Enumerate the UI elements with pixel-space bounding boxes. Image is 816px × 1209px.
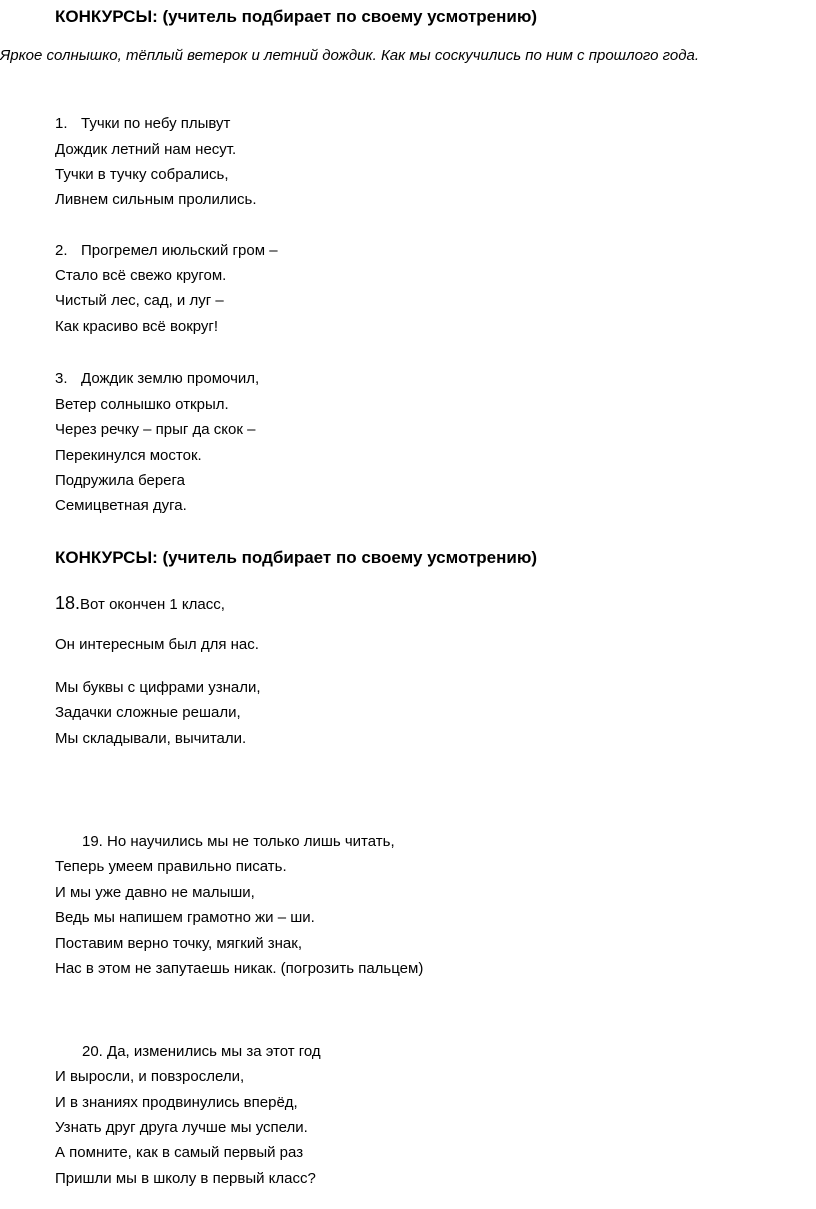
verse-18-line-4: Задачки сложные решали, (55, 704, 241, 721)
riddle-2-number: 2. (55, 242, 68, 259)
riddle-1-number: 1. (55, 115, 68, 132)
riddle-3-line-5: Подружила берега (55, 472, 185, 489)
verse-19-number: 19. (82, 833, 103, 850)
riddle-1-line-3: Тучки в тучку собрались, (55, 166, 229, 183)
verse-19-line-1: 19. Но научились мы не только лишь читать, (82, 833, 395, 850)
verse-18-line-1: 18.Вот окончен 1 класс, (55, 593, 225, 613)
riddle-3-number: 3. (55, 370, 68, 387)
riddle-2-line-4: Как красиво всё вокруг! (55, 318, 219, 335)
verse-18-line-5: Мы складывали, вычитали. (55, 730, 247, 747)
verse-20-line-5: А помните, как в самый первый раз (55, 1144, 304, 1161)
verse-18-number: 18. (55, 593, 81, 613)
riddle-3-line-1: 3. Дождик землю промочил, (55, 370, 260, 387)
riddle-2-line-3: Чистый лес, сад, и луг – (55, 292, 224, 309)
riddle-3-line-2: Ветер солнышко открыл. (55, 396, 229, 413)
verse-20-line-6: Пришли мы в школу в первый класс? (55, 1170, 316, 1187)
verse-19-line-3: И мы уже давно не малыши, (55, 884, 255, 901)
verse-19-line-5: Поставим верно точку, мягкий знак, (55, 935, 302, 952)
verse-19-line-2: Теперь умеем правильно писать. (55, 858, 287, 875)
verse-18-line-3: Мы буквы с цифрами узнали, (55, 679, 261, 696)
verse-20-line-4: Узнать друг друга лучше мы успели. (55, 1119, 308, 1136)
intro-text: Яркое солнышко, тёплый ветерок и летний дождик. Как мы соскучились по ним с прошлого года. (0, 47, 700, 64)
riddle-3-line-6: Семицветная дуга. (55, 497, 187, 514)
riddle-2-line-1: 2. Прогремел июльский гром – (55, 242, 278, 259)
verse-20-line-2: И выросли, и повзрослели, (55, 1068, 245, 1085)
verse-20-number: 20. (82, 1043, 103, 1060)
riddle-3-line-3: Через речку – прыг да скок – (55, 421, 256, 438)
riddle-1-line-1: 1. Тучки по небу плывут (55, 115, 231, 132)
verse-20-line-3: И в знаниях продвинулись вперёд, (55, 1094, 298, 1111)
verse-18-line-2: Он интересным был для нас. (55, 636, 259, 653)
verse-19-line-6: Нас в этом не запутаешь никак. (погрозить пальцем) (55, 960, 424, 977)
riddle-3-line-4: Перекинулся мосток. (55, 447, 202, 464)
heading-bottom: КОНКУРСЫ: (учитель подбирает по своему усмотрению) (55, 548, 538, 567)
riddle-1-line-2: Дождик летний нам несут. (55, 141, 237, 158)
heading-top: КОНКУРСЫ: (учитель подбирает по своему усмотрению) (55, 7, 538, 26)
verse-20-line-1: 20. Да, изменились мы за этот год (82, 1043, 321, 1060)
riddle-1-line-4: Ливнем сильным пролились. (55, 191, 257, 208)
riddle-2-line-2: Стало всё свежо кругом. (55, 267, 227, 284)
verse-19-line-4: Ведь мы напишем грамотно жи – ши. (55, 909, 315, 926)
